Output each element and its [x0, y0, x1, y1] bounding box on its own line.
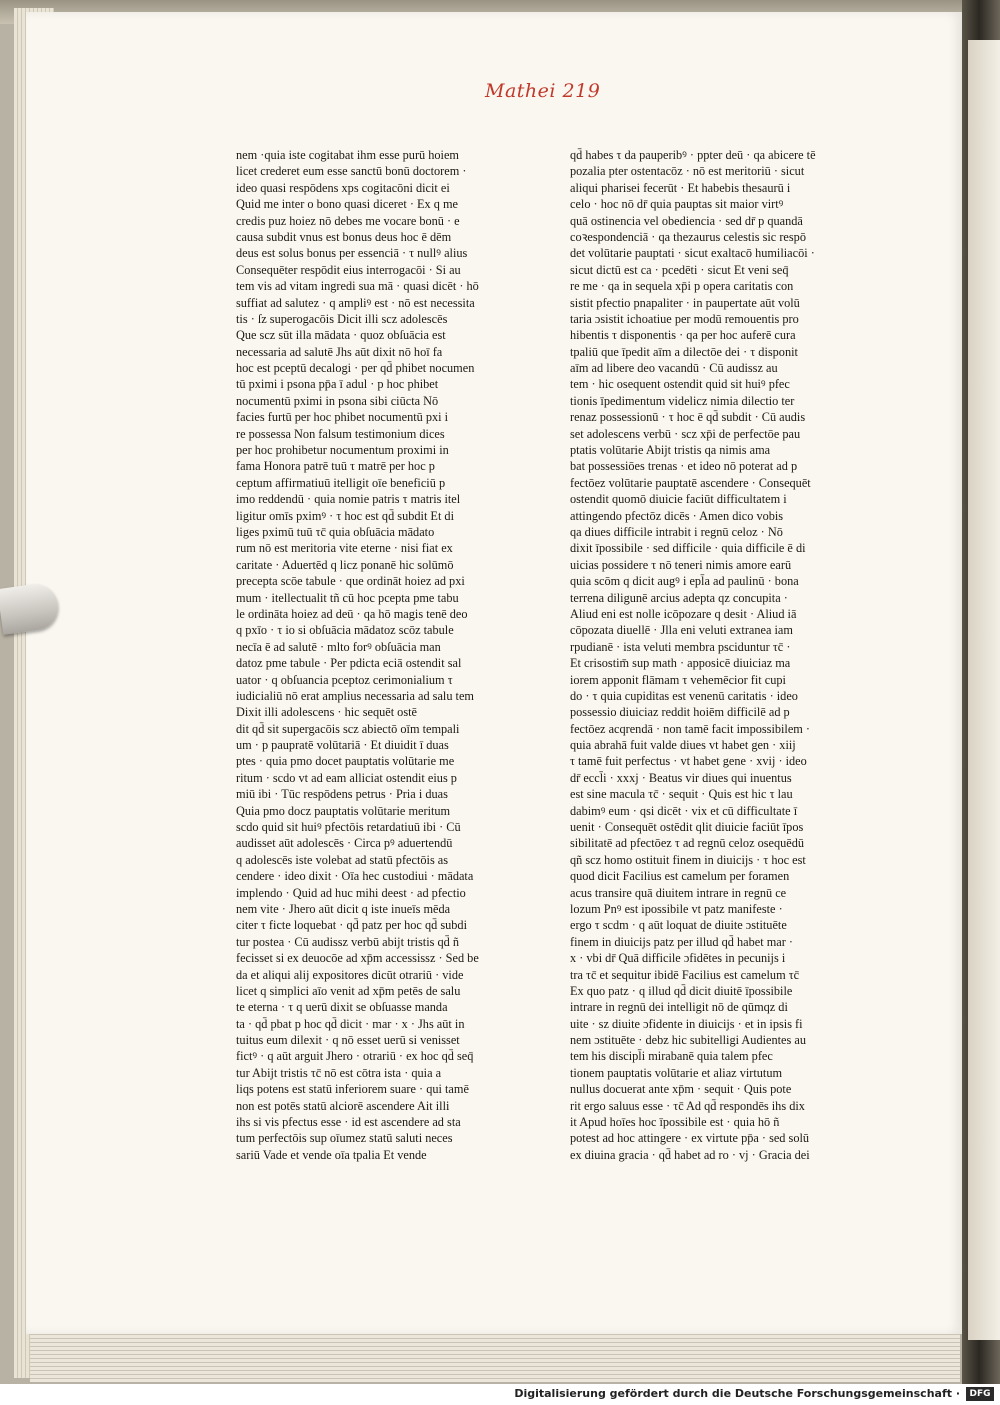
text-line: dixit īpossibile · sed difficile · quia difficile ē di [570, 541, 806, 556]
text-line: uicias possidere τ nō teneri nimis amore earū [570, 557, 792, 572]
text-line: tem his discipl̄i mirabanē quia talem pfec [570, 1049, 773, 1064]
text-line: rum nō est meritoria vite eterne · nisi fiat ex [236, 541, 453, 556]
text-line: do · τ quia cupiditas est venenū caritatis · ideo [570, 688, 798, 703]
text-line: potest ad hoc attingere · ex virtute pp̄a · sed solū [570, 1131, 810, 1146]
text-line: caritate · Aduertēd q licz ponanē hic solūmō [236, 557, 454, 572]
text-line: Quia pmo docz pauptatis volūtarie meritum [236, 803, 451, 818]
text-line: fictꝰ · q aūt arguit Jhero · otrariū · ex hoc qd̄ seq̄ [236, 1049, 474, 1064]
text-line: tis · ſz superogacōis Dicit illi scz adolescēs [236, 311, 448, 326]
text-line: quia abrahā fuit valde diues vt habet gen · xiij [570, 738, 796, 753]
text-line: audisset aūt adolescēs · Circa pꝰ aduertendū [236, 836, 453, 851]
text-line: re possessa Non falsum testimonium dices [236, 426, 445, 441]
text-line: scdo quid sit huiꝰ pfectōis retardatiuū ibi · Cū [236, 820, 461, 835]
text-line: sistit pfectio pnapaliter · in paupertate aūt volū [570, 295, 800, 310]
funding-notice: Digitalisierung gefördert durch die Deutsche Forschungsgemeinschaft · [514, 1387, 960, 1400]
text-line: datoz pme tabule · Per pdicta eciā ostendit sal [236, 656, 462, 671]
text-line: licet q simplici aīo venit ad xp̄m petēs de salu [236, 983, 461, 998]
page-stack-bottom [30, 1330, 960, 1382]
text-line: hoc est pceptū decalogi · per qd̄ phibet nocumen [236, 361, 475, 376]
text-line: cendere · ideo dixit · Oīa hec custodiui · mādata [236, 869, 474, 884]
text-line: nocumentū pximi in psona sibi ciūcta Nō [236, 393, 439, 408]
text-line: aīm ad libere deo vacandū · Cū audissz au [570, 361, 778, 376]
text-line: attingendo pfectōz dicēs · Amen dico vobis [570, 508, 784, 523]
text-line: coꝛespondenciā · qa thezaurus celestis sic respō [570, 229, 806, 244]
text-line: intrare in regnū dei intelligit nō de qūmqz di [570, 1000, 788, 1015]
text-line: ex diuina gracia · qd̄ habet ad ro · vj · Gracia dei [570, 1147, 810, 1162]
text-line: tionem pauptatis volūtarie et aliaz virtutum [570, 1065, 783, 1080]
text-line: ergo τ scdm · q aūt loquat de diuite ɔstituēte [570, 918, 787, 933]
text-line: imo reddendū · quia nomie patris τ matris itel [236, 492, 461, 507]
text-line: miū ibi · Tūc respōdens petrus · Pria i duas [236, 787, 448, 802]
text-line: celo · hoc nō dr̄ quia pauptas sit maior virtꝰ [570, 197, 784, 212]
text-line: det volūtarie pauptati · sicut exaltacō humiliacōi · [570, 246, 815, 261]
text-line: taria ɔsistit ichoatiue per modū remouentis pro [570, 311, 799, 326]
text-line: Ex quo patz · q illud qd̄ dicit diuitē īpossibile [570, 983, 793, 998]
text-line: tem · hic osequent ostendit quid sit huiꝰ pfec [570, 377, 790, 392]
text-line: tum perfectōis sup oīumez statū saluti neces [236, 1131, 453, 1146]
text-line: necīa ē ad salutē · mlto forꝰ obſuācia man [236, 639, 441, 654]
text-line: non est potēs statū alciorē ascendere Ait illi [236, 1098, 450, 1113]
text-line: sibilitatē ad pfectōez τ ad regnū celoz osequēdū [570, 836, 805, 851]
text-line: liges pximū tuū τc̄ quia obſuācia mādato [236, 524, 435, 539]
text-line: ta · qd̄ pbat p hoc qd̄ dicit · mar · x · Jhs aūt in [236, 1016, 465, 1031]
text-line: da et aliqui alij expositores dicūt otrariū · vide [236, 967, 464, 982]
text-line: mum · itellectualit tñ cū hoc pcepta pme tabu [236, 590, 459, 605]
text-line: precepta scōe tabule · que ordināt hoiez ad pxi [236, 574, 465, 589]
text-line: uenit · Consequēt ostēdit qlit diuicie faciūt īpos [570, 820, 804, 835]
text-line: suffiat ad salutez · q ampliꝰ est · nō est necessita [236, 295, 475, 310]
text-line: licet crederet eum esse sanctū bonū doctorem · [236, 164, 467, 179]
text-line: ritum · scdo vt ad eam alliciat ostendit eius p [236, 770, 457, 785]
text-line: x · vbi dr̄ Quā difficile ɔfidētes in pecunijs i [570, 951, 786, 966]
text-line: aliqui pharisei fecerūt · Et habebis thesaurū i [570, 180, 791, 195]
text-line: dabimꝰ eum · qsi dicēt · vix et cū difficultate ī [570, 803, 798, 818]
text-line: fectōez acqrendā · non tamē facit impossibilem · [570, 721, 811, 736]
text-line: q pxīo · τ io si obſuācia mādatoz scōz tabule [236, 623, 454, 638]
folio-heading: Mathei 219 [485, 80, 601, 102]
text-line: tuitus eum dilexit · q nō esset uerū si venisset [236, 1033, 460, 1048]
text-line: nem ·quia iste cogitabat ihm esse purū hoiem [236, 148, 459, 162]
text-line: acus transire quā diuitem intrare in regnū ce [570, 885, 787, 900]
text-line: qñ scz homo ostituit finem in diuicijs · τ hoc est [570, 852, 806, 867]
text-line: fectōez volūtarie pauptatē ascendere · Consequēt [570, 475, 811, 490]
text-line: per hoc prohibetur nocumentum proximi in [236, 443, 449, 458]
text-line: ihs si vis pfectus esse · id est ascendere ad sta [236, 1115, 461, 1130]
text-line: necessaria ad salutē Jhs aūt dixit nō hoī fa [236, 344, 443, 359]
text-line: terrena diligunē arcius adepta qz concupita · [570, 590, 788, 605]
left-text-column [236, 147, 526, 1162]
text-line: nem vite · Jhero aūt dicit q iste inueīs mēda [236, 901, 451, 916]
text-line: iudicialiū nō erat amplius necessaria ad salu tem [236, 688, 474, 703]
text-line: quā ostinencia vel obediencia · sed dr̄ p quandā [570, 213, 803, 228]
text-line: ptatis volūtarie Abijt tristis qa nimis ama [570, 443, 771, 458]
text-line: le ordināta hoiez ad deū · qa hō magis tenē deo [236, 606, 468, 621]
text-line: Quid me inter o bono quasi diceret · Ex q me [236, 197, 458, 212]
text-line: qd̄ habes τ da pauperibꝰ · ppter deū · qa abicere tē [570, 148, 816, 162]
text-line: finem in diuicijs patz per illud qd̄ habet mar · [570, 934, 793, 949]
text-line: uator · q obſuancia pceptoz cerimonialium τ [236, 672, 453, 687]
text-line: causa subdit vnus est bonus deus hoc ē dēm [236, 229, 452, 244]
text-line: tem vis ad vitam ingredi sua mā · quasi dicēt · hō [236, 279, 479, 294]
text-line: tra τc̄ et sequitur ibidē Facilius est camelum τc̄ [570, 967, 800, 982]
text-line: tur Abijt tristis τc̄ nō est cōtra ista · quia a [236, 1065, 442, 1080]
text-line: Dixit illi adolescens · hic sequēt ostē [236, 705, 417, 720]
text-line: citer τ ficte loquebat · qd̄ patz per hoc qd̄ subdi [236, 918, 467, 933]
text-line: rit ergo saluus esse · τc̄ Ad qd̄ respondēs ihs dix [570, 1098, 805, 1113]
text-line: ptes · quia pmo docet pauptatis volūtarie me [236, 754, 455, 769]
text-line: rpudianē · ista veluti membra psciduntur τc̄ · [570, 639, 791, 654]
text-line: hibentis τ disponentis · qa per hoc auferē cura [570, 328, 796, 343]
text-line: q adolescēs iste volebat ad statū pfectōis as [236, 852, 449, 867]
text-line: set adolescens verbū · scz xp̄i de perfectōe pau [570, 426, 801, 441]
text-line: implendo · Quid ad huc mihi deest · ad pfectio [236, 885, 466, 900]
text-line: Consequēter respōdit eius interrogacōi · Si au [236, 262, 461, 277]
right-text-column [570, 147, 860, 1162]
text-line: dr̄ eccl̄i · xxxj · Beatus vir diues qui inuentus [570, 770, 792, 785]
text-line: Et crisostim̄ sup math · apposicē diuiciaz ma [570, 656, 791, 671]
text-line: renaz possessionū · τ hoc ē qd̄ subdit · Cū audis [570, 410, 806, 425]
text-line: tur postea · Cū audissz verbū abijt tristis qd̄ ñ [236, 934, 460, 949]
text-line: nullus docuerat ante xp̄m · sequit · Quis pote [570, 1082, 792, 1097]
text-line: liqs potens est statū inferiorem suare · qui tamē [236, 1082, 469, 1097]
text-line: ideo quasi respōdens xps cogitacōni dicit ei [236, 180, 450, 195]
text-line: deus est solus bonus per essenciā · τ nullꝰ alius [236, 246, 468, 261]
text-line: sicut dictū est ca · pcedēti · sicut Et veni seq̄ [570, 262, 789, 277]
text-line: uite · sz diuite ɔfidente in diuicijs · et in ipsis fi [570, 1016, 803, 1031]
text-line: quod dicit Facilius est camelum per foramen [570, 869, 790, 884]
text-line: te eterna · τ q uerū dixit se obſuasse manda [236, 1000, 448, 1015]
dfg-logo: DFG [966, 1387, 994, 1401]
text-line: ligitur omīs pximꝰ · τ hoc est qd̄ subdit Et di [236, 508, 454, 523]
text-line: τ tamē fuit perfectus · vt habet gene · xvij · ideo [570, 754, 807, 769]
text-line: cōpozata diuellē · Jlla eni veluti extranea iam [570, 623, 793, 638]
text-line: dit qd̄ sit supergacōis scz abiectō oīm tempali [236, 721, 460, 736]
text-line: tū pximi i psona pp̄a ī adul · p hoc phibet [236, 377, 439, 392]
text-line: pozalia pter ostentacōz · nō est meritoriū · sicut [570, 164, 805, 179]
text-line: fecisset si ex deuocōe ad xp̄m accessissz · Sed be [236, 951, 479, 966]
text-line: fama Honora patrē tuū τ matrē per hoc p [236, 459, 435, 474]
text-line: nem ɔstituēte · debz hic subitelligi Audientes au [570, 1033, 806, 1048]
text-line: lozum Pnꝰ est ipossibile vt patz manifeste · [570, 901, 783, 916]
text-line: possessio diuiciaz reddit hoiēm difficilē ad p [570, 705, 790, 720]
text-line: tpaliū que īpedit aīm a dilectōe dei · τ disponit [570, 344, 798, 359]
footer-bar [0, 1384, 1000, 1405]
text-line: tionis īpedimentum videlicz nimia dilectio ter [570, 393, 795, 408]
text-line: ostendit quomō diuicie faciūt difficultatem i [570, 492, 787, 507]
text-line: est sine macula τc̄ · sequit · Quis est hic τ lau [570, 787, 793, 802]
text-line: bat possessiōes trenas · et ideo nō poterat ad p [570, 459, 798, 474]
text-line: um · p paupratē volūtariā · Et diuidit ī duas [236, 738, 449, 753]
text-line: qa diues difficile intrabit i regnū celoz · Nō [570, 524, 783, 539]
text-line: iorem apponit flāmam τ vehemēcior fit cupi [570, 672, 786, 687]
text-line: Que scz sūt illa mādata · quoz obſuācia est [236, 328, 446, 343]
text-line: quia scōm q dicit augꝰ i epl̄a ad paulinū · bona [570, 574, 799, 589]
text-line: it Apud hoīes hoc īpossibile est · quia hō ñ [570, 1115, 780, 1130]
text-line: facies furtū per hoc phibet nocumentū pxi i [236, 410, 449, 425]
text-line: ceptum affirmatiuū itelligit oīe beneficiū p [236, 475, 446, 490]
text-line: sariū Vade et vende oīa tpalia Et vende [236, 1147, 427, 1162]
text-line: Aliud eni est nolle icōpozare q desit · Aliud iā [570, 606, 797, 621]
facing-page-edge [968, 40, 1000, 1340]
text-line: credis puz hoiez nō debes me vocare bonū · e [236, 213, 460, 228]
text-line: re me · qa in sequela xp̄i p opera caritatis con [570, 279, 794, 294]
